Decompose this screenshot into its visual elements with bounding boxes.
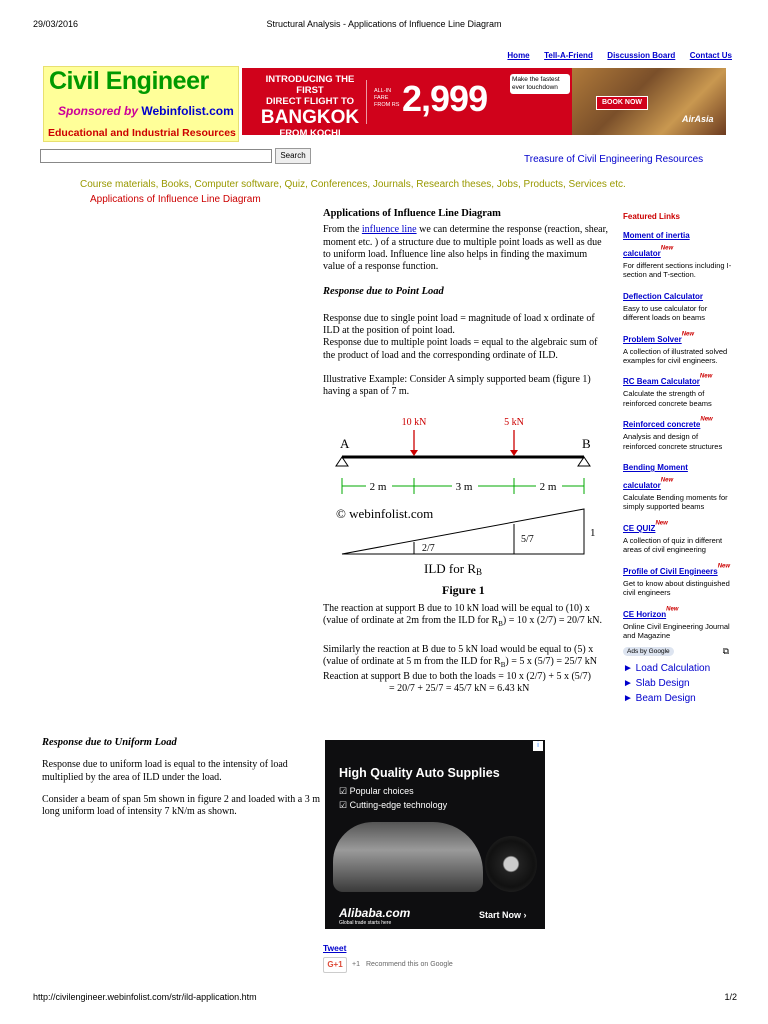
nav-contact-us[interactable]: Contact Us: [689, 51, 732, 60]
sidebar-item-desc: Easy to use calculator for different loads on beams: [623, 303, 708, 323]
sidebar-item-link[interactable]: Moment of inertia calculator: [623, 231, 690, 258]
article-title: Applications of Influence Line Diagram: [323, 208, 501, 219]
new-badge: New: [700, 416, 713, 423]
uniform-load-p1: Response due to uniform load is equal to the intensity of load multiplied by the area of ILD under the load.: [42, 759, 288, 783]
logo-title: Civil Engineer: [49, 67, 209, 95]
gplus-recommend: Recommend this on Google: [366, 961, 453, 968]
top-nav: [497, 45, 732, 63]
site-logo[interactable]: [43, 66, 239, 142]
banner-from: FROM KOCHI: [279, 128, 341, 135]
reaction-1-text: The reaction at support B due to 10 kN load will be equal to (10) x (value of ordinate at 2m from the ILD for $R_B) = 10$ x (2/7) = 20/7 kN.: [323, 603, 602, 629]
new-badge: New: [655, 520, 668, 527]
support-a-label: A: [340, 436, 350, 451]
alibaba-logo: Alibaba.com Global trade starts here: [339, 906, 411, 926]
breadcrumb: Applications of Influence Line Diagram: [90, 194, 261, 205]
tagline-treasure: Treasure of Civil Engineering Resources: [524, 154, 704, 165]
banner-line1: INTRODUCING THE FIRST: [265, 74, 355, 96]
sidebar-item-desc: A collection of illustrated solved examples for civil engineers.: [623, 346, 728, 366]
sidebar-item: [623, 414, 733, 451]
new-badge: New: [717, 563, 731, 570]
uniform-load-heading: Response due to Uniform Load: [42, 737, 177, 748]
nav-tell-a-friend[interactable]: Tell-A-Friend: [544, 51, 593, 60]
dim-2-label: 3 m: [455, 481, 473, 493]
ad-link-load-calculation[interactable]: ► Load Calculation: [623, 663, 711, 675]
category-links[interactable]: Course materials, Books, Computer software, Quiz, Conferences, Journals, Research theses, Jobs, Products, Services etc.: [80, 179, 626, 190]
reaction-3-text: Reaction at support B due to both the loads = 10 x (2/7) + 5 x (5/7): [323, 671, 591, 683]
gplus-button[interactable]: G+1: [323, 957, 347, 973]
featured-links-title: Featured Links: [623, 212, 680, 221]
tweet-link[interactable]: Tweet: [323, 943, 347, 953]
new-badge: New: [660, 477, 674, 484]
ad2-headline: High Quality Auto Supplies: [339, 766, 500, 780]
uniform-load-p2: Consider a beam of span 5m shown in figure 2 and loaded with a 3 m long uniform load of intensity 7 kN/m as shown.: [42, 793, 320, 818]
sidebar-item-desc: Analysis and design of reinforced concrete structures: [623, 432, 723, 451]
ads-by-google[interactable]: Ads by Google ⧉: [623, 646, 729, 657]
reaction-3-result: = 20/7 + 25/7 = 45/7 kN = 6.43 kN: [389, 683, 530, 695]
new-badge: New: [660, 245, 674, 252]
sidebar-item: [623, 457, 733, 512]
print-title: Structural Analysis - Applications of Influence Line Diagram: [266, 19, 502, 29]
car-image: [333, 822, 483, 892]
sidebar-item: [623, 329, 733, 366]
article-intro: From the influence line we can determine the response (reaction, shear, moment etc. ) of a structure due to multiple point loads as well as due to uniform load. Influence line also helps in finding the maximum value of a response function.: [323, 224, 609, 273]
tire-image: [485, 836, 537, 892]
reaction-2-text: Similarly the reaction at B due to 5 kN load would be equal to (5) x (value of ordinate at 5 m from the ILD for $R_B) = 5$ x (5/7) = 25/7 kN: [323, 643, 597, 669]
ad-choices-icon[interactable]: i: [533, 741, 543, 751]
ad-link-beam-design[interactable]: ► Beam Design: [623, 693, 696, 705]
sidebar-item-link[interactable]: Bending Moment calculator: [623, 463, 688, 491]
search-input[interactable]: [40, 149, 272, 163]
load-2-label: 5 kN: [504, 417, 524, 428]
ordinate-2-label: 5/7: [521, 534, 534, 545]
sidebar-item-link[interactable]: Problem Solver: [623, 334, 682, 344]
sidebar-item: [623, 604, 733, 641]
ad2-start-now-button[interactable]: Start Now ›: [479, 910, 527, 920]
sidebar-item-desc: Online Civil Engineering Journal and Magazine: [623, 621, 730, 640]
figure-1: [328, 412, 608, 600]
print-date: 29/03/2016: [33, 19, 79, 29]
gplus-count: +1: [352, 961, 360, 968]
example-text: Illustrative Example: Consider A simply supported beam (figure 1) having a span of 7 m.: [323, 373, 591, 398]
ad2-bullet-2: ☑ Cutting-edge technology: [339, 800, 448, 810]
article-reactions: [323, 603, 611, 696]
banner-fare-label: ALL-IN FARE FROM RS: [374, 88, 400, 108]
new-badge: New: [699, 374, 713, 381]
nav-home[interactable]: Home: [507, 51, 530, 60]
figure-caption: Figure 1: [442, 583, 485, 597]
point-load-p1: Response due to single point load = magnitude of load x ordinate of ILD at the position of point load.: [323, 312, 595, 337]
sidebar-item: [623, 225, 733, 280]
sidebar-item-desc: Calculate Bending moments for simply supported beams: [623, 493, 728, 512]
sidebar-item: [623, 371, 733, 408]
ordinate-1-label: 2/7: [422, 543, 435, 554]
banner-brand: AirAsia: [682, 114, 714, 124]
alibaba-ad[interactable]: [325, 740, 545, 929]
ad-choices-icon[interactable]: ⧉: [722, 646, 729, 657]
banner-city: BANGKOK: [260, 107, 360, 128]
airasia-banner-ad[interactable]: [242, 68, 726, 135]
sidebar-item-link[interactable]: CE Horizon: [623, 609, 667, 619]
ad-link-slab-design[interactable]: ► Slab Design: [623, 678, 690, 690]
ordinate-3-label: 1: [590, 527, 596, 539]
sidebar-item-desc: Get to know about distinguished civil engineers: [623, 578, 730, 598]
figure-watermark: © webinfolist.com: [336, 506, 434, 521]
search-button[interactable]: Search: [275, 148, 311, 164]
logo-subtitle: Educational and Industrial Resources: [48, 127, 236, 139]
new-badge: New: [681, 331, 695, 338]
sidebar-item: [623, 518, 733, 555]
sidebar-item-link[interactable]: Reinforced concrete: [623, 420, 701, 430]
featured-links-sidebar: [623, 212, 733, 708]
new-badge: New: [666, 606, 679, 613]
banner-book-now-button[interactable]: BOOK NOW: [596, 96, 648, 110]
point-load-heading: Response due to Point Load: [323, 286, 444, 298]
footer-url: http://civilengineer.webinfolist.com/str/ild-application.htm: [33, 992, 257, 1002]
sidebar-item-desc: Calculate the strength of reinforced concrete beams: [623, 389, 712, 408]
nav-discussion-board[interactable]: Discussion Board: [607, 51, 676, 60]
sidebar-item-link[interactable]: RC Beam Calculator: [623, 377, 700, 387]
banner-tagline: Make the fastest ever touchdown: [510, 74, 570, 94]
sidebar-item-link[interactable]: CE QUIZ: [623, 523, 656, 533]
dim-1-label: 2 m: [369, 481, 387, 493]
influence-line-link[interactable]: influence line: [361, 224, 417, 236]
sidebar-item-link[interactable]: Profile of Civil Engineers: [623, 566, 718, 576]
article-main: [323, 208, 611, 399]
support-b-label: B: [582, 436, 591, 451]
sidebar-item-link[interactable]: Deflection Calculator: [623, 291, 704, 301]
sidebar-item: [623, 286, 733, 323]
ild-label: ILD for RB: [424, 561, 483, 577]
point-load-p2: Response due to multiple point loads = equal to the algebraic sum of the product of load and the corresponding ordinate of ILD.: [323, 337, 598, 361]
banner-price: 2,999: [402, 78, 488, 119]
uniform-load-section: [42, 737, 320, 818]
ad2-bullet-1: ☑ Popular choices: [339, 786, 414, 796]
logo-sponsor: Sponsored by Webinfolist.com: [58, 104, 234, 118]
footer-page: 1/2: [724, 992, 737, 1002]
sidebar-item-desc: For different sections including I-section and T-section.: [623, 261, 732, 280]
load-1-label: 10 kN: [401, 417, 427, 428]
dim-3-label: 2 m: [539, 481, 557, 493]
sidebar-item: [623, 561, 733, 598]
sidebar-item-desc: A collection of quiz in different areas of civil engineering: [623, 535, 723, 555]
banner-line2: DIRECT FLIGHT TO: [266, 96, 354, 107]
